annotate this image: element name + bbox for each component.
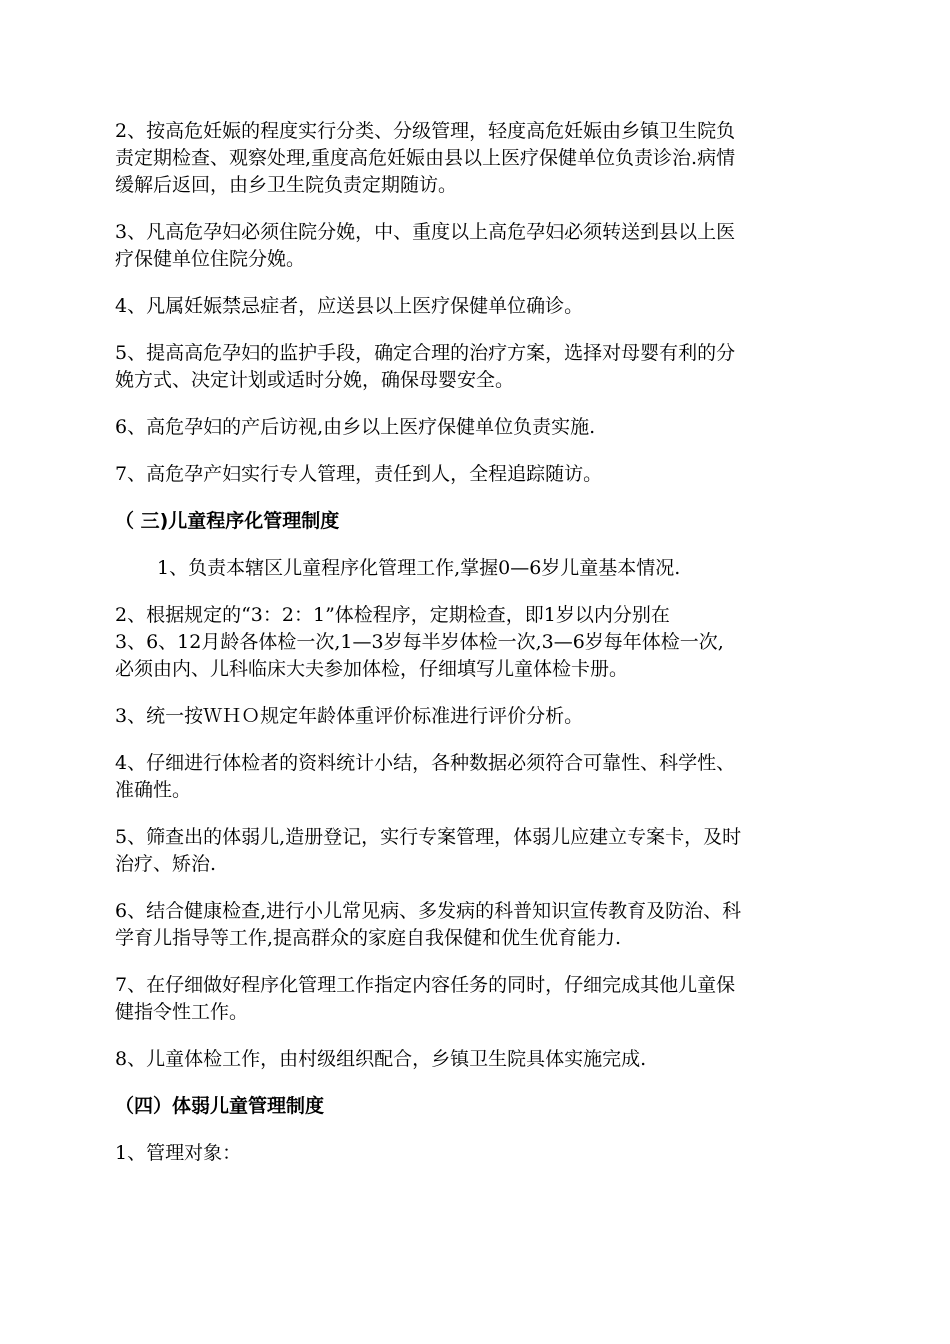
document-body — [115, 118, 845, 1187]
paragraph — [115, 1046, 845, 1073]
text-line: 7、高危孕产妇实行专人管理，责任到人，全程追踪随访。 — [115, 463, 603, 485]
text-line: 1、负责本辖区儿童程序化管理工作,掌握0—6岁儿童基本情况. — [157, 557, 681, 579]
section-heading — [115, 1093, 845, 1120]
text-line: 准确性。 — [115, 779, 192, 801]
heading-text: （ 三)儿童程序化管理制度 — [115, 510, 340, 532]
paragraph — [115, 414, 845, 441]
text-line: 健指令性工作。 — [115, 1001, 249, 1023]
section-heading — [115, 508, 845, 535]
text-line: 学育儿指导等工作,提高群众的家庭自我保健和优生优育能力. — [115, 927, 622, 949]
paragraph — [115, 118, 845, 199]
paragraph — [115, 293, 845, 320]
text-line: 责定期检查、观察处理,重度高危妊娠由县以上医疗保健单位负责诊治.病情 — [115, 147, 736, 169]
text-line: 疗保健单位住院分娩。 — [115, 248, 306, 270]
text-line: 3、凡高危孕妇必须住院分娩，中、重度以上高危孕妇必须转送到县以上医 — [115, 221, 736, 243]
paragraph — [115, 750, 845, 804]
text-line: 治疗、矫治. — [115, 853, 217, 875]
text-line: 2、按高危妊娠的程度实行分类、分级管理，轻度高危妊娠由乡镇卫生院负 — [115, 120, 736, 142]
paragraph — [115, 703, 845, 730]
text-line: 3、6、12月龄各体检一次,1—3岁每半岁体检一次,3—6岁每年体检一次, — [115, 631, 724, 653]
text-line: 2、根据规定的“3：2：1”体检程序，定期检查，即1岁以内分别在 — [115, 604, 670, 626]
text-line: 5、筛查出的体弱儿,造册登记，实行专案管理，体弱儿应建立专案卡，及时 — [115, 826, 742, 848]
text-line: 3、统一按ＷＨＯ规定年龄体重评价标准进行评价分析。 — [115, 705, 584, 727]
text-line: 4、凡属妊娠禁忌症者，应送县以上医疗保健单位确诊。 — [115, 295, 584, 317]
text-line: 娩方式、决定计划或适时分娩，确保母婴安全。 — [115, 369, 515, 391]
text-line: 4、仔细进行体检者的资料统计小结，各种数据必须符合可靠性、科学性、 — [115, 752, 736, 774]
text-line: 6、高危孕妇的产后访视,由乡以上医疗保健单位负责实施. — [115, 416, 596, 438]
paragraph — [115, 461, 845, 488]
paragraph — [115, 555, 845, 582]
paragraph — [115, 219, 845, 273]
text-line: 缓解后返回，由乡卫生院负责定期随访。 — [115, 174, 458, 196]
text-line: 必须由内、儿科临床大夫参加体检，仔细填写儿童体检卡册。 — [115, 658, 629, 680]
text-line: 7、在仔细做好程序化管理工作指定内容任务的同时，仔细完成其他儿童保 — [115, 974, 736, 996]
text-line: 6、结合健康检查,进行小儿常见病、多发病的科普知识宣传教育及防治、科 — [115, 900, 742, 922]
paragraph — [115, 602, 845, 683]
paragraph — [115, 824, 845, 878]
paragraph — [115, 1140, 845, 1167]
text-line: 1、管理对象： — [115, 1142, 242, 1164]
text-line: 5、提高高危孕妇的监护手段，确定合理的治疗方案，选择对母婴有利的分 — [115, 342, 736, 364]
heading-text: （四）体弱儿童管理制度 — [115, 1095, 325, 1117]
paragraph — [115, 972, 845, 1026]
text-line: 8、儿童体检工作，由村级组织配合，乡镇卫生院具体实施完成. — [115, 1048, 647, 1070]
paragraph — [115, 340, 845, 394]
paragraph — [115, 898, 845, 952]
